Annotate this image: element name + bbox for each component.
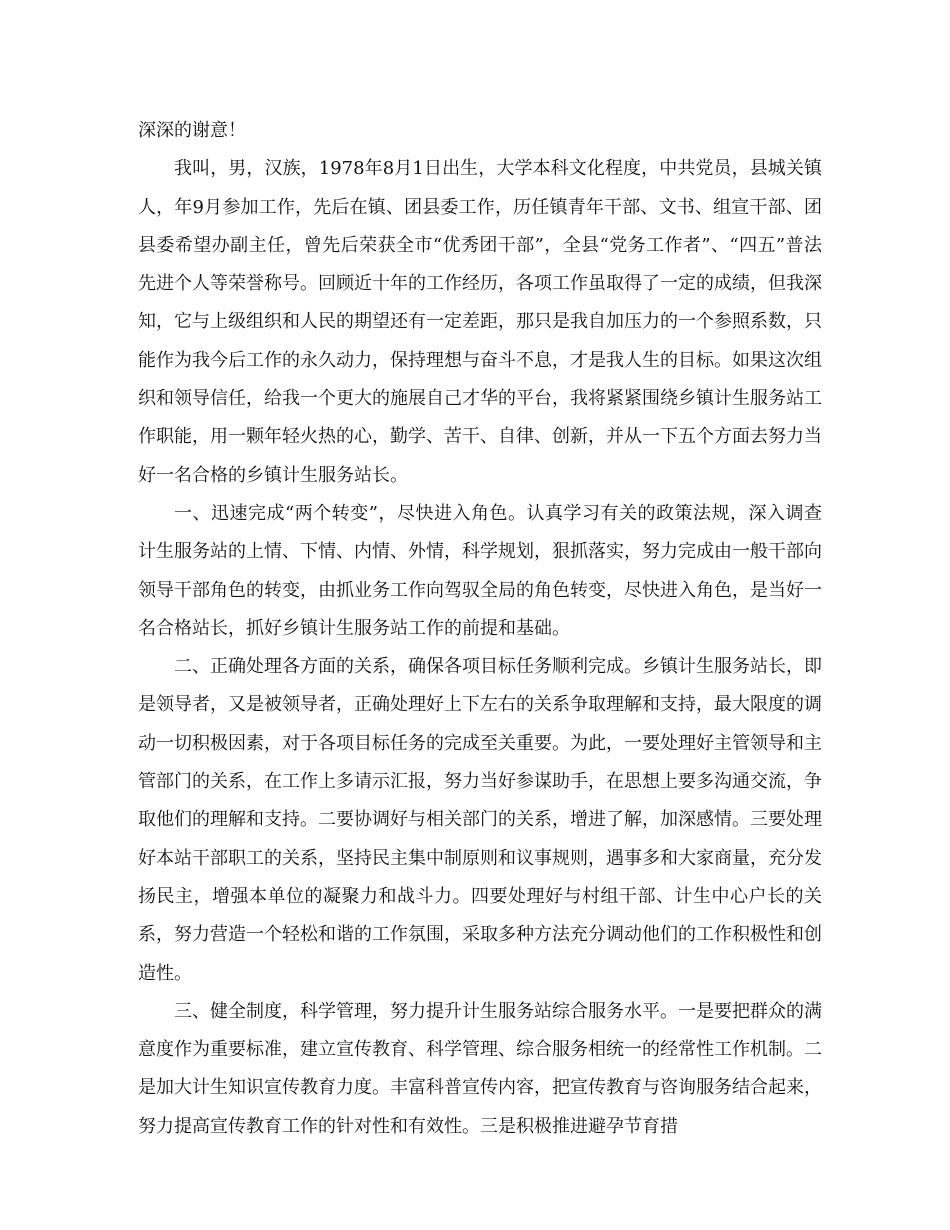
document-body bbox=[138, 112, 822, 1146]
paragraph-point-three: 三、健全制度，科学管理，努力提升计生服务站综合服务水平。一是要把群众的满意度作为重要标准，建立宣传教育、科学管理、综合服务相统一的经常性工作机制。二是加大计生知识宣传教育力度。丰富科普宣传内容，把宣传教育与咨询服务结合起来，努力提高宣传教育工作的针对性和有效性。三是积极推进避孕节育措 bbox=[138, 1000, 822, 1137]
paragraph-self-introduction: 我叫，男，汉族，1978年8月1日出生，大学本科文化程度，中共党员，县城关镇人，年9月参加工作，先后在镇、团县委工作，历任镇青年干部、文书、组宣干部、团县委希望办副主任，曾先后荣获全市“优秀团干部”，全县“党务工作者”、“四五”普法先进个人等荣誉称号。回顾近十年的工作经历，各项工作虽取得了一定的成绩，但我深知，它与上级组织和人民的期望还有一定差距，那只是我自加压力的一个参照系数，只能作为我今后工作的永久动力，保持理想与奋斗不息，才是我人生的目标。如果这次组织和领导信任，给我一个更大的施展自己才华的平台，我将紧紧围绕乡镇计生服务站工作职能，用一颗年轻火热的心，勤学、苦干、自律、创新，并从一下五个方面去努力当好一名合格的乡镇计生服务站长。 bbox=[138, 158, 822, 486]
paragraph-continuation: 深深的谢意！ bbox=[138, 120, 246, 141]
paragraph-point-two: 二、正确处理各方面的关系，确保各项目标任务顺利完成。乡镇计生服务站长，即是领导者，又是被领导者，正确处理好上下左右的关系争取理解和支持，最大限度的调动一切积极因素，对于各项目标任务的完成至关重要。为此，一要处理好主管领导和主管部门的关系，在工作上多请示汇报，努力当好参谋助手，在思想上要多沟通交流，争取他们的理解和支持。二要协调好与相关部门的关系，增进了解，加深感情。三要处理好本站干部职工的关系，坚持民主集中制原则和议事规则，遇事多和大家商量，充分发扬民主，增强本单位的凝聚力和战斗力。四要处理好与村组干部、计生中心户长的关系，努力营造一个轻松和谐的工作氛围，采取多种方法充分调动他们的工作积极性和创造性。 bbox=[138, 656, 822, 984]
paragraph-point-one: 一、迅速完成“两个转变”，尽快进入角色。认真学习有关的政策法规，深入调查计生服务站的上情、下情、内情、外情，科学规划，狠抓落实，努力完成由一般干部向领导干部角色的转变，由抓业务工作向驾驭全局的角色转变，尽快进入角色，是当好一名合格站长，抓好乡镇计生服务站工作的前提和基础。 bbox=[138, 502, 822, 639]
